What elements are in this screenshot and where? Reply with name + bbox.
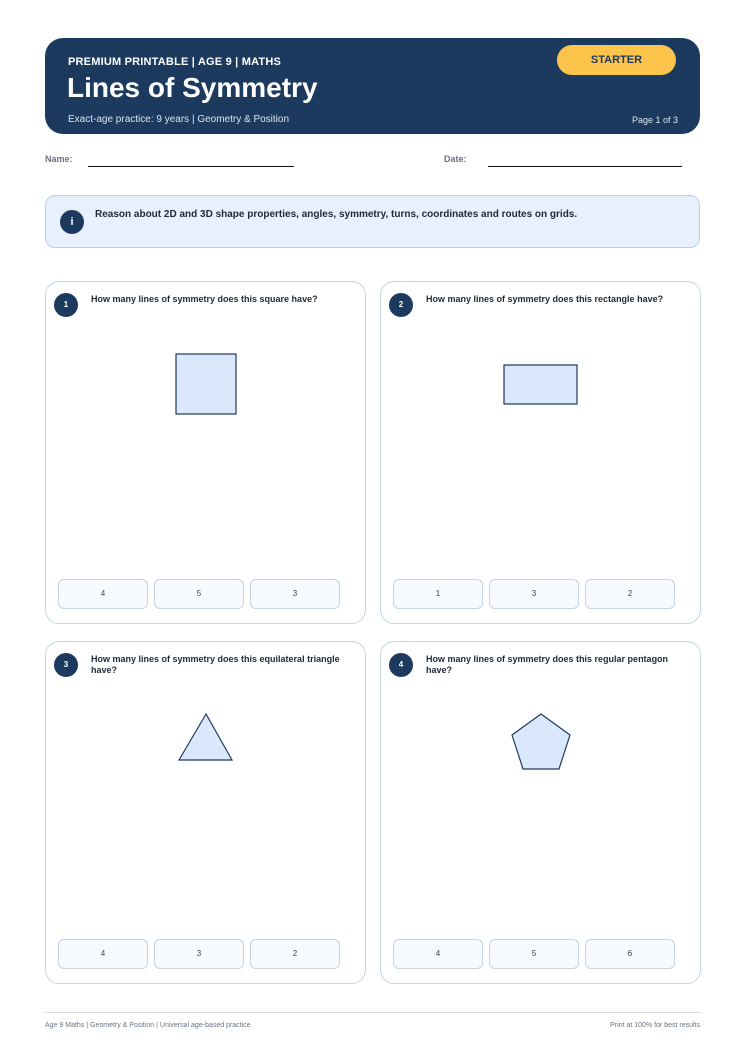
answer-option[interactable]: 5 [489,939,579,969]
question-card-1 [45,281,366,624]
info-text: Reason about 2D and 3D shape properties, angles, symmetry, turns, coordinates and routes on grids. [95,209,578,220]
answer-option[interactable]: 4 [58,579,148,609]
answer-option[interactable]: 2 [250,939,340,969]
question-number: 2 [389,293,413,317]
answer-option[interactable]: 1 [393,579,483,609]
footer-right: Print at 100% for best results [610,1022,700,1029]
header-kicker: PREMIUM PRINTABLE | AGE 9 | MATHS [68,56,282,68]
page-title: Lines of Symmetry [67,72,318,103]
header-subtitle: Exact-age practice: 9 years | Geometry & Position [68,114,290,125]
question-number: 4 [389,653,413,677]
answer-option[interactable]: 3 [489,579,579,609]
question-text: How many lines of symmetry does this square have? [91,294,318,304]
question-card-2 [380,281,701,624]
page-number: Page 1 of 3 [631,115,678,125]
rectangle-shape-body [504,365,577,404]
date-label: Date: [444,154,467,164]
question-card-3 [45,641,366,984]
question-text: How many lines of symmetry does this regular pentagon have? [426,654,669,675]
name-label: Name: [45,154,73,164]
rectangle-shape [381,282,700,562]
question-card-4 [380,641,701,984]
answer-option[interactable]: 6 [585,939,675,969]
level-badge: STARTER [557,45,676,75]
pentagon-shape-body [512,714,570,769]
answer-option[interactable]: 4 [393,939,483,969]
info-banner [45,195,700,248]
answer-option[interactable]: 3 [250,579,340,609]
date-field[interactable] [488,166,682,167]
question-number: 3 [54,653,78,677]
square-shape [46,282,365,562]
pentagon-shape [381,642,700,922]
info-icon: i [60,210,84,234]
footer-left: Age 9 Maths | Geometry & Position | Universal age-based practice [45,1022,251,1029]
name-field[interactable] [88,166,294,167]
worksheet-header [45,38,700,134]
footer-divider [45,1012,700,1013]
answer-option[interactable]: 4 [58,939,148,969]
question-text: How many lines of symmetry does this equilateral triangle have? [91,654,340,675]
square-shape-body [176,354,236,414]
question-text: How many lines of symmetry does this rectangle have? [426,294,664,304]
answer-option[interactable]: 3 [154,939,244,969]
triangle-shape [46,642,365,922]
answer-option[interactable]: 2 [585,579,675,609]
question-number: 1 [54,293,78,317]
answer-option[interactable]: 5 [154,579,244,609]
triangle-shape-body [179,714,232,760]
